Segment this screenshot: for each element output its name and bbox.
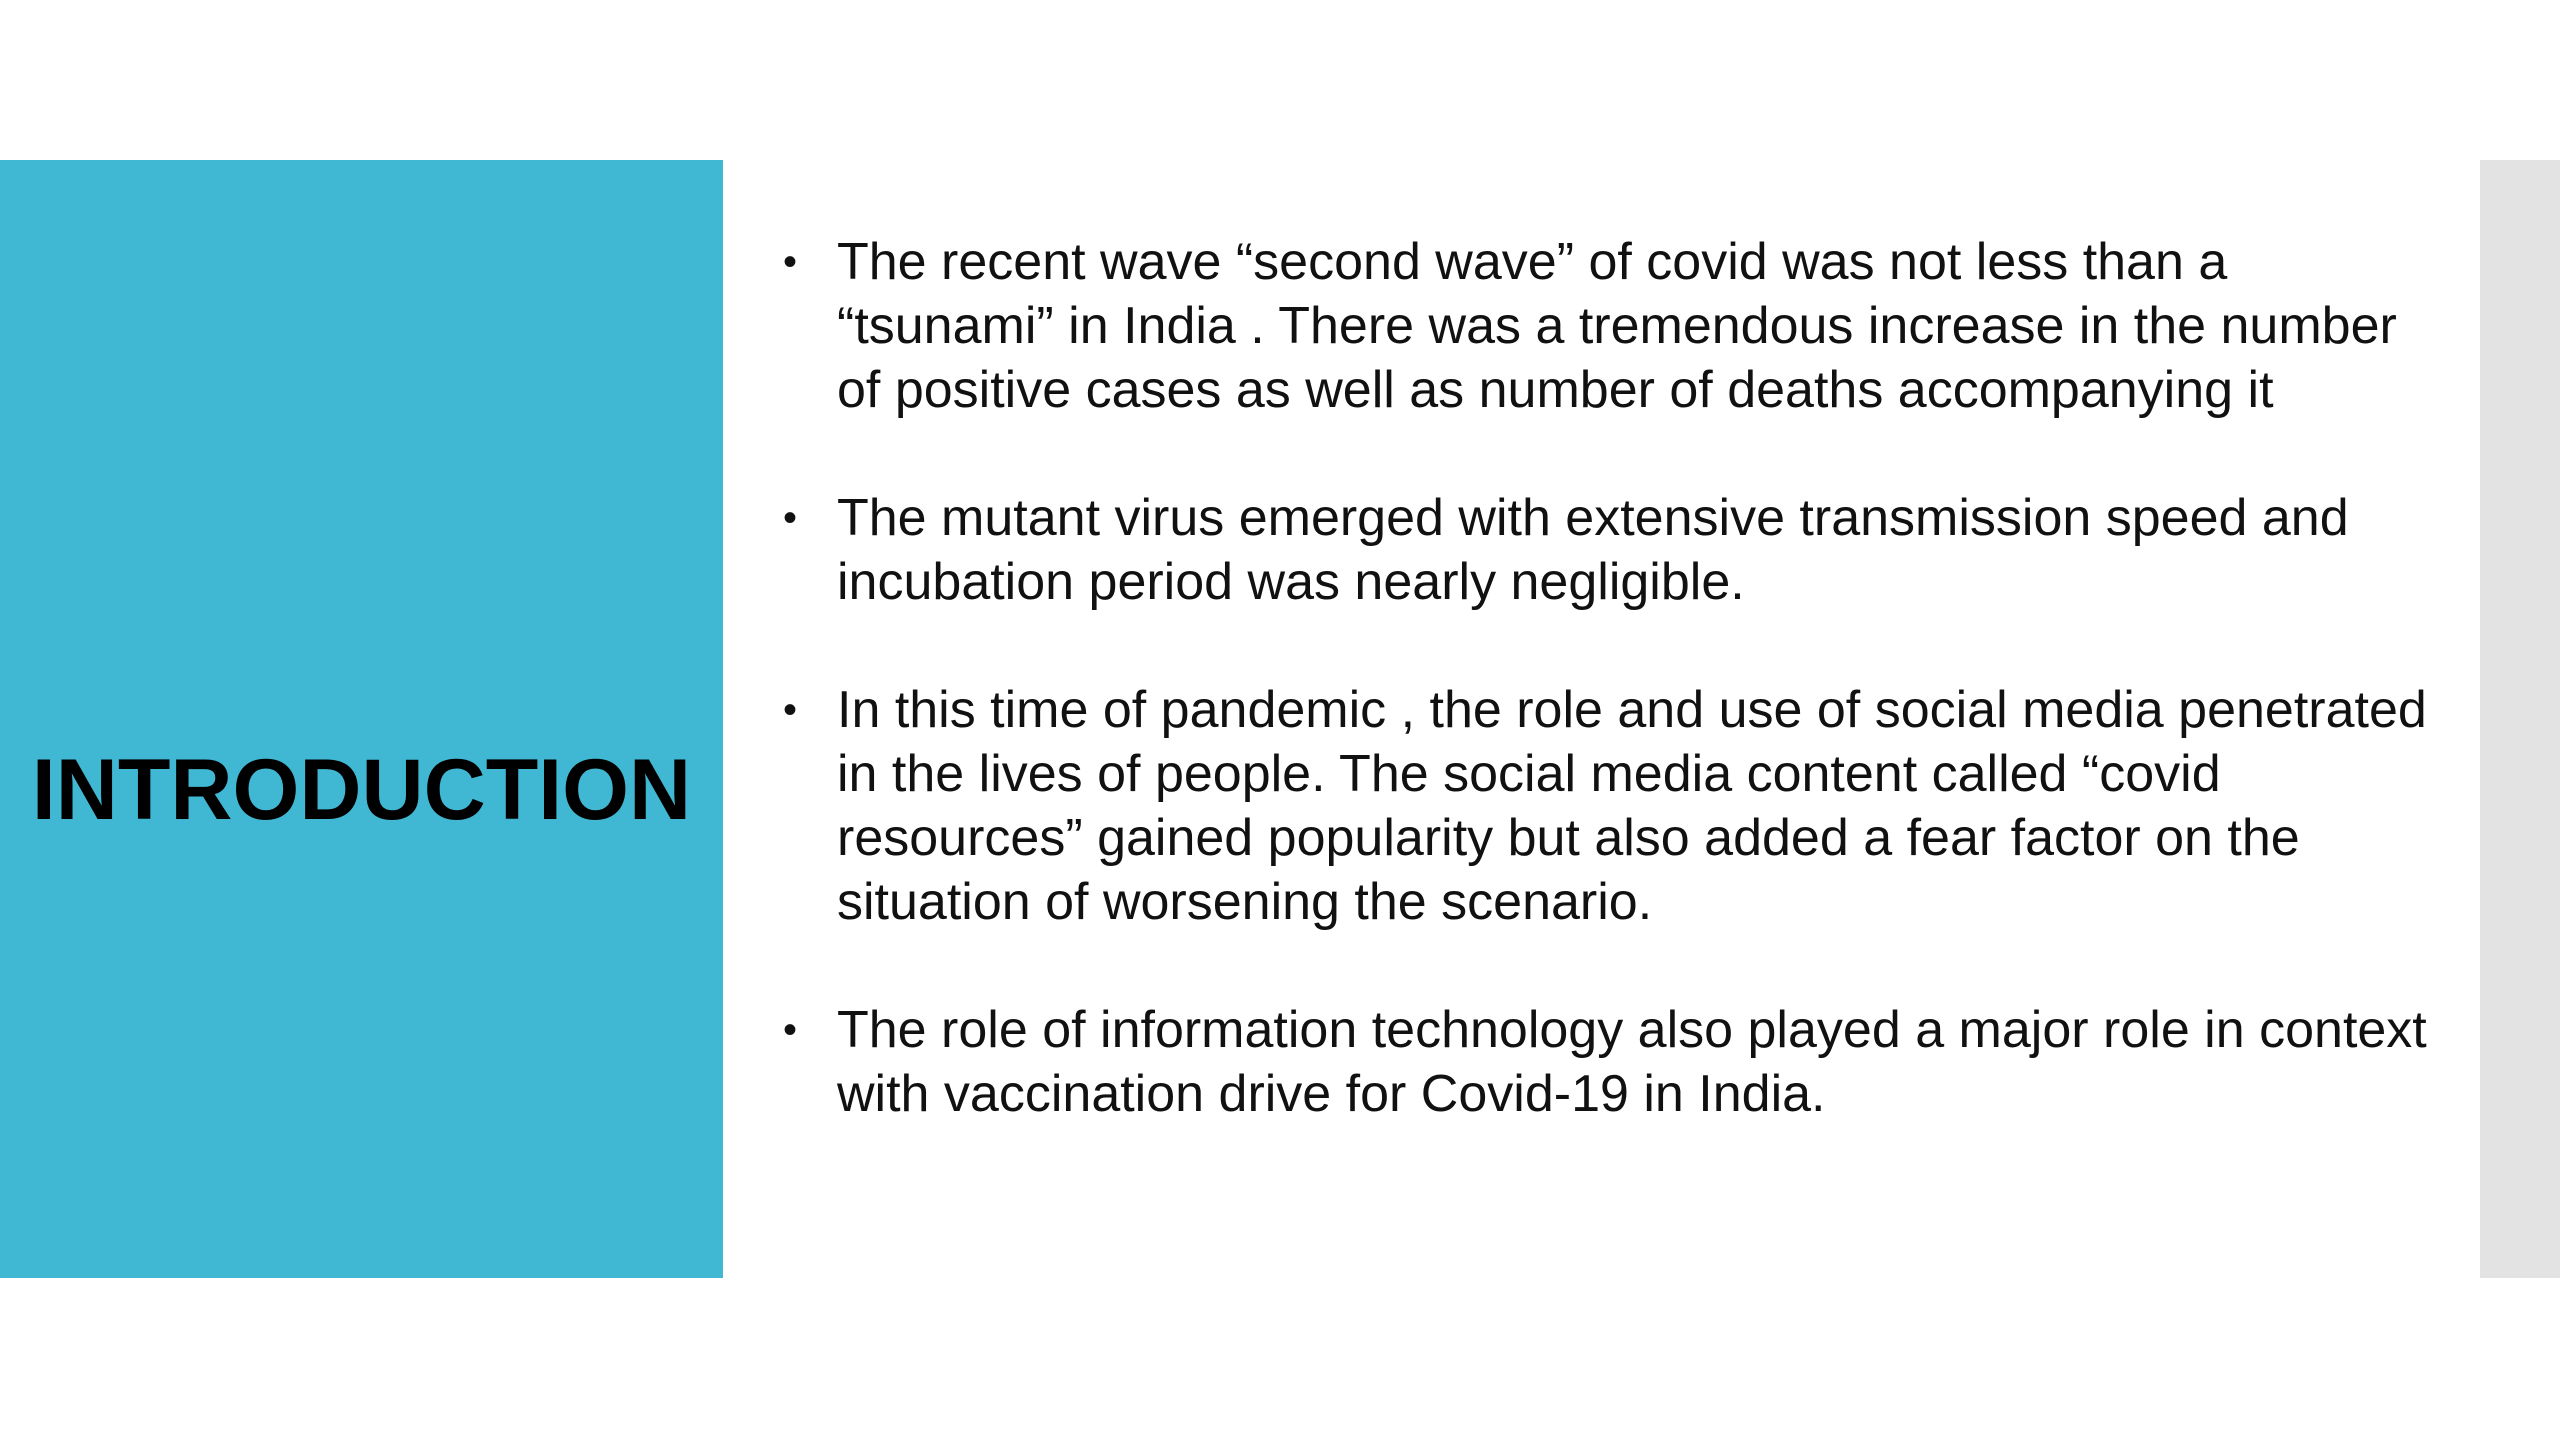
bullet-item xyxy=(775,230,2435,422)
slide-title: INTRODUCTION xyxy=(31,742,692,838)
right-accent-strip xyxy=(2480,160,2560,1278)
bullet-dot-icon: • xyxy=(782,1008,797,1052)
bullet-dot-icon: • xyxy=(782,688,797,732)
bullet-item xyxy=(775,486,2435,614)
bullet-text: The role of information technology also played a major role in context with vaccination drive for Covid-19 in India. xyxy=(837,1001,2427,1123)
title-panel xyxy=(0,160,723,1278)
bullet-list xyxy=(775,230,2435,1190)
bullet-text: The mutant virus emerged with extensive transmission speed and incubation period was nearly negligible. xyxy=(837,489,2349,611)
bullet-item xyxy=(775,998,2435,1126)
bullet-text: In this time of pandemic , the role and use of social media penetrated in the lives of people. The social media content called “covid resources” gained popularity but also added a fear factor on the situation of worsening the scenario. xyxy=(837,681,2427,931)
bullet-text: The recent wave “second wave” of covid was not less than a “tsunami” in India . There was a tremendous increase in the number of positive cases as well as number of deaths accompanying it xyxy=(837,233,2397,419)
bullet-item xyxy=(775,678,2435,934)
bullet-dot-icon: • xyxy=(782,496,797,540)
bullet-dot-icon: • xyxy=(782,240,797,284)
